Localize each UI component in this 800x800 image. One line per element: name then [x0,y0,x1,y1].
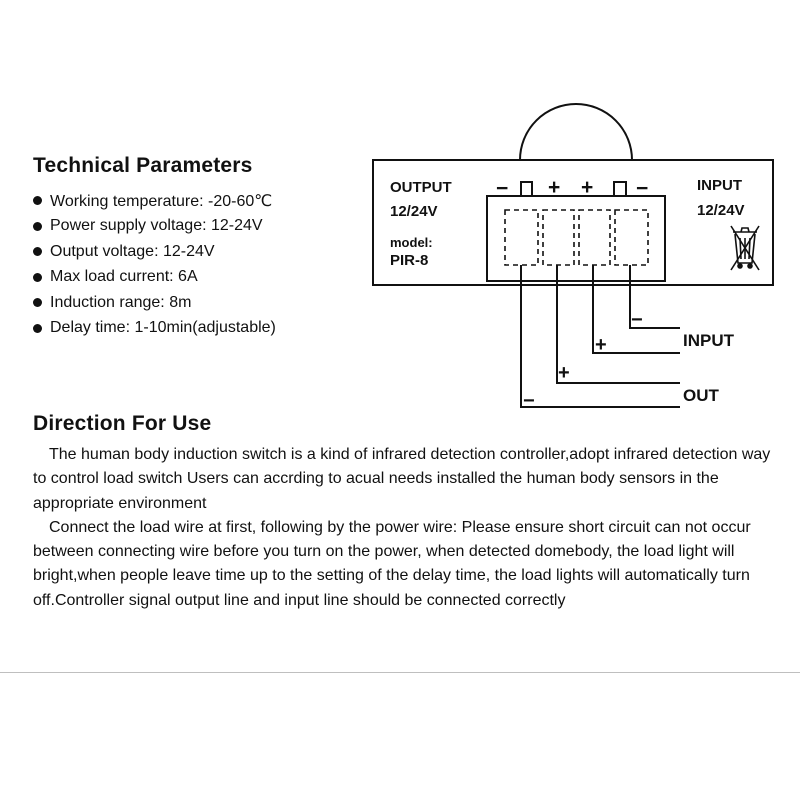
weee-bin-icon [731,226,759,270]
param-item [33,316,276,342]
terminal-sign-3: + [581,176,594,199]
terminal-sign-2: + [548,176,561,199]
param-item [33,239,276,265]
input-label: INPUT [697,177,742,194]
bottom-divider [0,672,800,673]
param-text: Working temperature: -20-60℃ [50,192,273,210]
input-voltage: 12/24V [697,202,745,219]
param-text: Induction range: 8m [50,293,192,311]
wire-sign-input-minus: − [631,309,643,331]
technical-parameters-title: Technical Parameters [33,154,253,177]
output-voltage: 12/24V [390,203,438,220]
param-item [33,214,276,240]
model-value: PIR-8 [390,252,429,269]
wire-input-label: INPUT [683,331,734,350]
param-text: Power supply voltage: 12-24V [50,217,263,235]
bullet-icon [33,298,42,307]
param-item [33,290,276,316]
terminal-sign-4: − [636,177,649,200]
param-text: Delay time: 1-10min(adjustable) [50,319,276,337]
direction-for-use-title: Direction For Use [33,412,212,435]
param-item [33,265,276,291]
direction-paragraph-2: Connect the load wire at first, following by the power wire: Please ensure short circuit can not occur between connecting wire before you turn on the power, when detected domebody, the load light will bright,when people leave time up to the setting of the delay time, the load lights will automatically turn off.Controller signal output line and input line should be connected correctly [33,518,751,609]
terminal-block [487,196,665,281]
param-item [33,188,276,214]
output-label: OUTPUT [390,179,452,196]
wire-out-plus [557,265,680,383]
model-label: model: [390,235,433,250]
wire-out-label: OUT [683,386,719,405]
bullet-icon [33,324,42,333]
technical-parameters-list [33,188,276,341]
bullet-icon [33,247,42,256]
direction-for-use-text [33,443,773,613]
terminal-screws [505,210,648,265]
bullet-icon [33,222,42,231]
bullet-icon [33,273,42,282]
terminal-tabs [521,182,626,196]
wire-sign-out-minus: − [523,390,535,412]
direction-paragraph-1: The human body induction switch is a kind of infrared detection controller,adopt infrared detection way to control load switch Users can accrding to acual needs installed the human body sensors in the appropriate environment [33,446,771,512]
param-text: Output voltage: 12-24V [50,242,215,260]
param-text: Max load current: 6A [50,268,198,286]
wire-sign-out-plus: + [558,362,570,384]
wire-sign-input-plus: + [595,334,607,356]
pir-sensor-dome [520,104,632,160]
bullet-icon [33,196,42,205]
terminal-sign-1: − [496,177,509,200]
